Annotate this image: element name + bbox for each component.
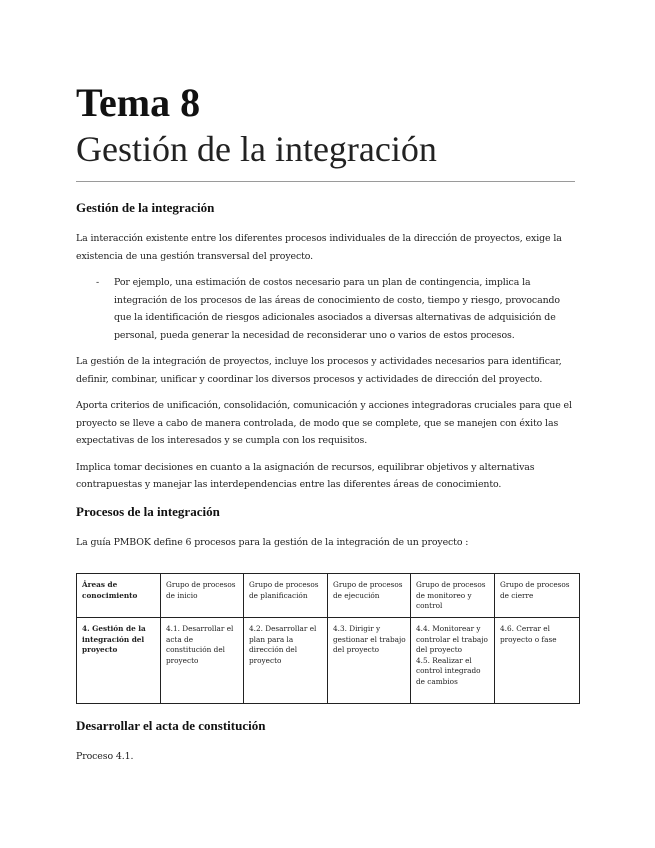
header-cell-cierre: Grupo de procesos de cierre <box>495 574 580 618</box>
header-cell-inicio: Grupo de procesos de inicio <box>161 574 244 618</box>
paragraph-proceso: Proceso 4.1. <box>76 751 134 762</box>
header-cell-monitoreo: Grupo de procesos de monitoreo y control <box>411 574 495 618</box>
page-title: Tema 8 <box>76 80 201 125</box>
section-heading-acta: Desarrollar el acta de constitución <box>76 718 266 733</box>
section-heading-procesos: Procesos de la integración <box>76 503 220 519</box>
cell-monitoreo <box>411 618 495 704</box>
header-cell-planificacion: Grupo de procesos de planificación <box>244 574 328 618</box>
bullet-dash: - <box>96 277 100 288</box>
header-cell-areas: Áreas de conocimiento <box>77 574 161 618</box>
bullet-text: Por ejemplo, una estimación de costos necesario para un plan de contingencia, implica la integración de los procesos de las áreas de conocimiento de costo, tiempo y riesgo, provocando que la identificación de riesgos adicionales asociados a diversas alternativas de adquisición de personal, pueda generar la necesidad de reconsiderar uno o varios de estos procesos. <box>114 277 560 341</box>
cell-planificacion: 4.2. Desarrollar el plan para la dirección del proyecto <box>244 618 328 704</box>
cell-monitoreo-line-2: 4.5. Realizar el control integrado de cambios <box>416 655 481 686</box>
title-divider <box>76 181 575 182</box>
paragraph-implica: Implica tomar decisiones en cuanto a la asignación de recursos, equilibrar objetivos y alternativas contrapuestas y manejar las interdependencias entre las diferentes áreas de conocimiento. <box>76 461 535 490</box>
paragraph-incluye: La gestión de la integración de proyectos, incluye los procesos y actividades necesarios para identificar, definir, combinar, unificar y coordinar los diversos procesos y actividades de dirección del proyecto. <box>76 356 562 385</box>
cell-monitoreo-line-1: 4.4. Monitorear y controlar el trabajo del proyecto <box>416 624 488 654</box>
document-body <box>76 199 580 775</box>
cell-area: 4. Gestión de la integración del proyecto <box>77 618 161 704</box>
section-heading-gestion: Gestión de la integración <box>76 200 215 215</box>
table-row <box>77 618 580 704</box>
process-table <box>76 573 580 704</box>
cell-ejecucion: 4.3. Dirigir y gestionar el trabajo del proyecto <box>328 618 411 704</box>
paragraph-interaccion: La interacción existente entre los diferentes procesos individuales de la dirección de proyectos, exige la existencia de una gestión transversal del proyecto. <box>76 233 562 262</box>
paragraph-pmbok: La guía PMBOK define 6 procesos para la gestión de la integración de un proyecto : <box>76 536 469 548</box>
bullet-item-ejemplo <box>76 274 580 344</box>
cell-inicio: 4.1. Desarrollar el acta de constitución del proyecto <box>161 618 244 704</box>
cell-cierre: 4.6. Cerrar el proyecto o fase <box>495 618 580 704</box>
header-cell-ejecucion: Grupo de procesos de ejecución <box>328 574 411 618</box>
paragraph-aporta: Aporta criterios de unificación, consolidación, comunicación y acciones integradoras cruciales para que el proyecto se lleve a cabo de manera controlada, de modo que se complete, que se manejen con éxito las expectativas de los interesados y se cumpla con los requisitos. <box>76 400 572 446</box>
table-header-row <box>77 574 580 618</box>
page-subtitle: Gestión de la integración <box>76 129 437 169</box>
